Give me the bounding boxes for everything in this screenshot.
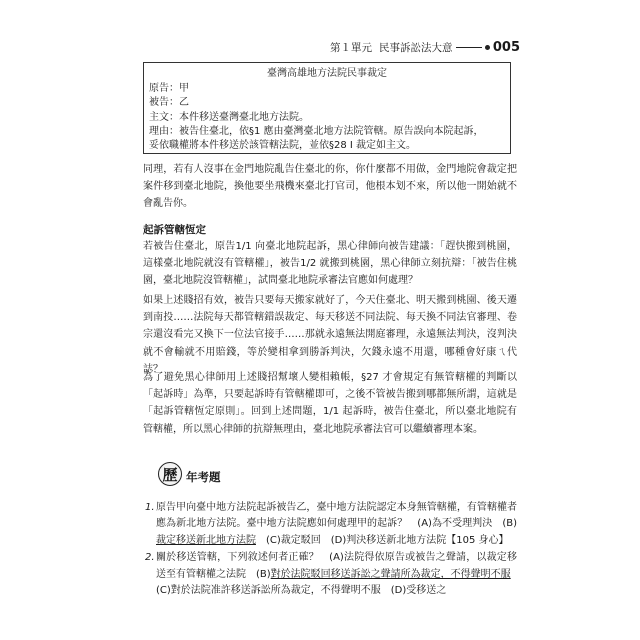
paragraph: 如果上述賤招有效，被告只要每天搬家就好了，今天住臺北、明天搬到桃園、後天遷到南投……法院每天都管轄錯誤裁定、每天移送不同法院、每天換不同法官審理、卷宗還沒看完又換下一位法官接手……那就永遠無法開庭審理，永遠無法判決，沒判決就不會輸就不用賠錢，等於變相拿到勝訴判決，欠錢永遠不用還，哪種會好康ㄟ代誌？ [143, 295, 517, 375]
answer-underlined: 對於法院駁回移送訴訟之聲請所為裁定，不得聲明不服 [270, 568, 511, 580]
page-number: 005 [492, 39, 520, 55]
unit-label: 第１單元 [330, 41, 372, 54]
question-text-tail: (C)對於法院准許移送訴訟所為裁定，不得聲明不服 (D)受移送之 [156, 568, 521, 597]
question-number: 1. [145, 502, 155, 513]
ruling-line: 妥依職權將本件移送於該管轄法院，並依§28 I 裁定如主文。 [149, 140, 417, 152]
section-title: 年考題 [186, 470, 221, 484]
question-number: 2. [145, 552, 155, 564]
question-body [156, 500, 517, 549]
ruling-line: 被告：乙 [149, 97, 189, 109]
ruling-line: 理由：被告住臺北，依§1 應由臺灣臺北地方法院管轄。原告誤向本院起訴， [149, 125, 484, 137]
ruling-line: 原告：甲 [149, 83, 189, 95]
paragraph: 若被告住臺北，原告1/1 向臺北地院起訴，黑心律師向被告建議：「趕快搬到桃園，這樣臺北地院就沒有管轄權」，被告1/2 就搬到桃園，黑心律師立刻抗辯：「被告住桃園，臺北地院沒管轄權」，試問臺北地院承審法官應如何處理？ [143, 241, 517, 287]
paragraph: 為了避免黑心律師用上述賤招幫壞人變相賴帳，§27 才會規定有無管轄權的判斷以「起訴時」為準，只要起訴時有管轄權即可，之後不管被告搬到哪都無所謂，這就是「起訴管轄恆定原則」。回到上述問題，1/1 起訴時，被告住臺北，所以臺北地院有管轄權，所以黑心律師的抗辯無理由，臺北地院承審法官可以繼續審理本案。 [143, 372, 517, 435]
exam-section-heading [158, 462, 221, 486]
court-ruling-box [143, 62, 511, 154]
paragraph: 同理，若有人沒事在金門地院亂告住臺北的你，你什麼都不用做，金門地院會裁定把案件移到臺北地院，換他要坐飛機來臺北打官司，他根本划不來，所以他一開始就不會亂告你。 [143, 164, 517, 210]
section-badge: 歷 [158, 462, 182, 486]
question-text: 原告甲向臺中地方法院起訴被告乙，臺中地方法院認定本身無管轄權，有管轄權者應為新北地方法院。臺中地方法院應如何處理甲的起訴？ (A)為不受理判決 (B) [156, 502, 517, 530]
exam-question-list [145, 500, 521, 600]
subheading: 起訴管轄恆定 [143, 224, 206, 236]
answer-underlined: 裁定移送新北地方法院 [156, 534, 256, 546]
header-dot [485, 45, 490, 50]
question-text: 關於移送管轄，下列敘述何者正確？ (A)法院得依原告或被告之聲請，以裁定移送至有管轄權之法院 (B) [156, 552, 517, 580]
exam-question [145, 500, 517, 549]
ruling-title: 臺灣高雄地方法院民事裁定 [267, 68, 387, 79]
header-rule [456, 47, 482, 48]
ruling-line: 主文：本件移送臺灣臺北地方法院。 [149, 111, 309, 123]
running-header [330, 38, 520, 56]
question-body [156, 550, 521, 599]
exam-question [145, 550, 521, 599]
question-text-tail: (C)裁定駁回 (D)判決移送新北地方法院【105 身心】 [256, 534, 509, 546]
chapter-title: 民事訴訟法大意 [379, 41, 453, 54]
